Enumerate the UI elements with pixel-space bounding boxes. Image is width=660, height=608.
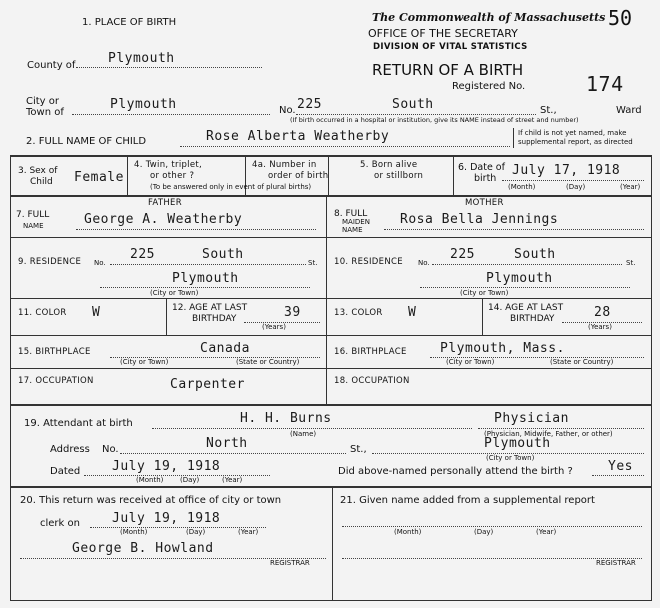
table-top-border bbox=[10, 155, 652, 157]
mother-age-years: (Years) bbox=[588, 323, 612, 331]
twin-label-1: 4. Twin, triplet, bbox=[134, 160, 203, 170]
father-res-no-value: 225 bbox=[130, 247, 155, 262]
ward-label: Ward bbox=[616, 105, 642, 116]
return-title: RETURN OF A BIRTH bbox=[372, 61, 524, 79]
father-name-value: George A. Weatherby bbox=[84, 212, 243, 227]
mother-res-st-label: St. bbox=[626, 259, 636, 267]
attend-question: Did above-named personally attend the birth ? bbox=[338, 466, 573, 477]
mother-res-city: Plymouth bbox=[486, 271, 553, 286]
father-birthplace-city-caption: (City or Town) bbox=[120, 358, 169, 366]
father-age-value: 39 bbox=[284, 305, 301, 320]
father-occupation-value: Carpenter bbox=[170, 377, 245, 392]
mother-name-label-2: MAIDEN bbox=[342, 218, 370, 226]
address-street: North bbox=[206, 436, 248, 451]
city-label-1: City or bbox=[26, 96, 60, 107]
address-st-label: St., bbox=[350, 444, 367, 455]
father-age-years: (Years) bbox=[262, 323, 286, 331]
attendant-name-caption: (Name) bbox=[290, 430, 317, 438]
attendant-role-caption: (Physician, Midwife, Father, or other) bbox=[484, 430, 613, 438]
father-birthplace-label: 15. BIRTHPLACE bbox=[18, 347, 91, 357]
sex-label-2: Child bbox=[30, 177, 53, 187]
dob-label-2: birth bbox=[474, 173, 497, 184]
dated-value: July 19, 1918 bbox=[112, 459, 221, 474]
sex-value: Female bbox=[74, 170, 124, 185]
father-res-no-label: No. bbox=[94, 259, 106, 267]
plural-note: (To be answered only in event of plural births) bbox=[150, 183, 312, 191]
page-number: 50 bbox=[608, 6, 633, 30]
father-age-label-2: BIRTHDAY bbox=[192, 314, 237, 324]
child-name-note-2: supplemental report, as directed bbox=[518, 138, 633, 146]
hospital-note: (If birth occurred in a hospital or institution, give its NAME instead of street and number) bbox=[290, 116, 579, 124]
father-age-label-1: 12. AGE AT LAST bbox=[172, 303, 248, 313]
child-name-label: 2. FULL NAME OF CHILD bbox=[26, 136, 147, 147]
office-title: OFFICE OF THE SECRETARY bbox=[368, 27, 518, 40]
supplemental-day-label: (Day) bbox=[474, 528, 494, 536]
attendant-name: H. H. Burns bbox=[240, 411, 332, 426]
mother-birthplace-state-caption: (State or Country) bbox=[550, 358, 614, 366]
return-clerk: George B. Howland bbox=[72, 541, 214, 556]
division-title: DIVISION OF VITAL STATISTICS bbox=[373, 42, 528, 52]
dob-month-label: (Month) bbox=[508, 183, 536, 191]
dated-day-label: (Day) bbox=[180, 476, 200, 484]
father-name-label-2: NAME bbox=[23, 222, 44, 230]
city-line bbox=[72, 114, 270, 115]
registered-value: 174 bbox=[586, 72, 624, 96]
father-birthplace-value: Canada bbox=[200, 341, 250, 356]
supplemental-label: 21. Given name added from a supplemental report bbox=[340, 495, 595, 506]
mother-heading: MOTHER bbox=[465, 198, 504, 208]
street-no-label: No. bbox=[279, 105, 296, 116]
return-year-label: (Year) bbox=[238, 528, 259, 536]
mother-age-label-2: BIRTHDAY bbox=[510, 314, 555, 324]
father-res-city-caption: (City or Town) bbox=[150, 289, 199, 297]
father-color-label: 11. COLOR bbox=[18, 308, 67, 318]
mother-age-label-1: 14. AGE AT LAST bbox=[488, 303, 564, 313]
father-heading: FATHER bbox=[148, 198, 182, 208]
dob-year-label: (Year) bbox=[620, 183, 641, 191]
dob-label-1: 6. Date of bbox=[458, 162, 505, 173]
mother-color-label: 13. COLOR bbox=[334, 308, 383, 318]
father-occupation-label: 17. OCCUPATION bbox=[18, 376, 94, 386]
supplemental-month-label: (Month) bbox=[394, 528, 422, 536]
mother-name-value: Rosa Bella Jennings bbox=[400, 212, 559, 227]
father-res-st-label: St. bbox=[308, 259, 318, 267]
return-day-label: (Day) bbox=[186, 528, 206, 536]
father-res-street: South bbox=[202, 247, 244, 262]
father-name-label-1: 7. FULL bbox=[16, 210, 50, 220]
address-label: Address bbox=[50, 444, 90, 455]
mother-color-value: W bbox=[408, 305, 417, 320]
child-name-note-1: If child is not yet named, make bbox=[518, 129, 627, 137]
dated-year-label: (Year) bbox=[222, 476, 243, 484]
mother-birthplace-value: Plymouth, Mass. bbox=[440, 341, 565, 356]
order-label-1: 4a. Number in bbox=[252, 160, 317, 170]
return-label-1: 20. This return was received at office of city or town bbox=[20, 495, 282, 506]
father-color-value: W bbox=[92, 305, 101, 320]
street-line bbox=[296, 114, 536, 115]
mother-occupation-label: 18. OCCUPATION bbox=[334, 376, 410, 386]
sex-label-1: 3. Sex of bbox=[18, 166, 58, 176]
twin-label-2: or other ? bbox=[150, 171, 195, 181]
st-label: St., bbox=[540, 105, 557, 116]
mother-birthplace-city-caption: (City or Town) bbox=[446, 358, 495, 366]
return-registrar-label: REGISTRAR bbox=[270, 559, 310, 567]
street-value: South bbox=[392, 97, 434, 112]
return-month-label: (Month) bbox=[120, 528, 148, 536]
order-label-2: order of birth bbox=[268, 171, 329, 181]
father-birthplace-state-caption: (State or Country) bbox=[236, 358, 300, 366]
child-name-value: Rose Alberta Weatherby bbox=[206, 129, 390, 144]
county-line bbox=[76, 67, 262, 68]
mother-res-no-label: No. bbox=[418, 259, 430, 267]
return-date: July 19, 1918 bbox=[112, 511, 221, 526]
mother-res-city-caption: (City or Town) bbox=[460, 289, 509, 297]
dated-label: Dated bbox=[50, 466, 81, 477]
child-name-line bbox=[180, 146, 510, 147]
alive-label-1: 5. Born alive bbox=[360, 160, 418, 170]
county-label: County of bbox=[27, 60, 76, 71]
city-value: Plymouth bbox=[110, 97, 177, 112]
mother-age-value: 28 bbox=[594, 305, 611, 320]
attend-value: Yes bbox=[608, 459, 633, 474]
mother-res-street: South bbox=[514, 247, 556, 262]
address-city: Plymouth bbox=[484, 436, 551, 451]
supplemental-registrar-label: REGISTRAR bbox=[596, 559, 636, 567]
dob-day-label: (Day) bbox=[566, 183, 586, 191]
attendant-role: Physician bbox=[494, 411, 569, 426]
address-no-label: No. bbox=[102, 444, 119, 455]
place-of-birth-label: 1. PLACE OF BIRTH bbox=[82, 17, 177, 28]
father-res-label: 9. RESIDENCE bbox=[18, 257, 82, 267]
city-label-2: Town of bbox=[26, 107, 64, 118]
address-city-caption: (City or Town) bbox=[486, 454, 535, 462]
dob-value: July 17, 1918 bbox=[512, 163, 621, 178]
mother-res-label: 10. RESIDENCE bbox=[334, 257, 403, 267]
mother-birthplace-label: 16. BIRTHPLACE bbox=[334, 347, 407, 357]
mother-res-no-value: 225 bbox=[450, 247, 475, 262]
dated-month-label: (Month) bbox=[136, 476, 164, 484]
father-res-city: Plymouth bbox=[172, 271, 239, 286]
alive-label-2: or stillborn bbox=[374, 171, 424, 181]
registered-label: Registered No. bbox=[452, 81, 526, 92]
street-no-value: 225 bbox=[297, 97, 322, 112]
mother-name-label-3: NAME bbox=[342, 226, 363, 234]
attendant-label: 19. Attendant at birth bbox=[24, 418, 133, 429]
commonwealth-title: The Commonwealth of Massachusetts bbox=[372, 11, 606, 24]
return-label-2: clerk on bbox=[40, 518, 80, 529]
county-value: Plymouth bbox=[108, 51, 175, 66]
mother-name-label-1: 8. FULL bbox=[334, 209, 368, 219]
supplemental-year-label: (Year) bbox=[536, 528, 557, 536]
